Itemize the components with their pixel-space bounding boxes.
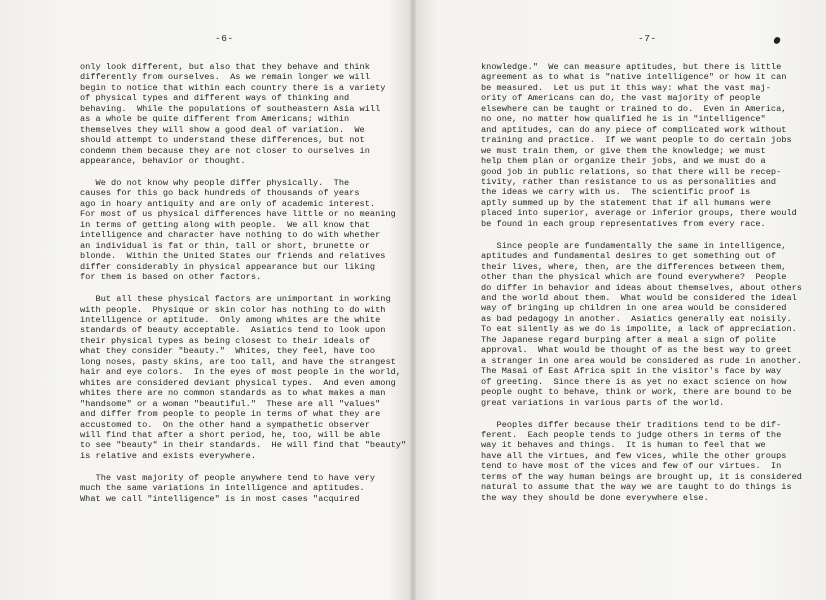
text-line: But all these physical factors are unimportant in working [80, 294, 391, 305]
text-line: elsewhere can be taught or trained to do. Even in America, [481, 103, 787, 114]
paragraph [80, 473, 420, 504]
text-line: in terms of getting along with people. We all know that [80, 219, 370, 230]
text-line: good job in public relations, so that there will be recep- [481, 166, 782, 177]
text-line: natural to assume that the way we are taught to do things is [481, 482, 792, 493]
text-line: way it behaves and things. It is human to feel that we [481, 440, 766, 451]
page-number-right: -7- [638, 33, 657, 44]
text-line: an individual is fat or thin, tall or short, brunette or [80, 240, 370, 251]
text-line: begin to notice that within each country there is a variety [80, 82, 386, 93]
text-line: help them plan or organize their jobs, and we must do a [481, 156, 766, 167]
text-line: is relative and exists everywhere. [80, 450, 257, 461]
paragraph [80, 178, 420, 283]
text-line: and the world about them. What would be considered the ideal [481, 293, 797, 304]
text-line: themselves they will show a good deal of variation. We [80, 124, 365, 135]
text-line: only look different, but also that they behave and think [80, 62, 370, 72]
text-line: placed into superior, average or inferior groups, there would [481, 208, 797, 219]
text-line: differ considerably in physical appearance but our liking [80, 261, 376, 272]
text-line: condemn them because they are not closer to ourselves in [80, 145, 370, 156]
text-line: people ought to behave, think or work, there are bound to be [481, 387, 792, 398]
text-line: approval. What would be thought of as the best way to greet [481, 345, 792, 356]
text-line: no one, no matter how qualified he is in "intelligence" [481, 114, 766, 125]
text-line: behaving. While the populations of southeastern Asia will [80, 103, 381, 114]
paragraph [481, 241, 821, 408]
text-line: The vast majority of people anywhere tend to have very [80, 472, 376, 483]
text-line: accustomed to. On the other hand a sympathetic observer [80, 419, 370, 430]
text-line: intelligence or aptitude. Only among whites are the white [80, 314, 381, 325]
text-line: of greeting. Since there is as yet no exact science on how [481, 376, 787, 387]
text-line: tivity, rather than resistance to us as personalities and [481, 176, 777, 187]
text-line: and differ from people to people in terms of what they are [80, 409, 381, 420]
text-line: great variations in various parts of the world. [481, 397, 725, 408]
text-line: their lives, where, then, are the differences between them, [481, 261, 787, 272]
text-line: training and practice. If we want people to do certain jobs [481, 135, 792, 146]
text-line: as a whole be quite different from Americans; within [80, 114, 350, 125]
text-line: with people. Physique or skin color has nothing to do with [80, 304, 386, 315]
text-line: whites there are no common standards as to what makes a man [80, 388, 386, 399]
text-line: For most of us physical differences have little or no meaning [80, 209, 396, 220]
text-line: knowledge." We can measure aptitudes, but there is little [481, 62, 782, 72]
text-line: "handsome" or a woman "beautiful." These are all "values" [80, 398, 381, 409]
text-line: standards of beauty acceptable. Asiatics tend to look upon [80, 325, 386, 336]
text-line: What we call "intelligence" is in most cases "acquired [80, 493, 360, 504]
text-line: We do not know why people differ physically. The [80, 178, 350, 189]
paragraph [481, 62, 821, 229]
text-line: a stranger in one area would be considered as rude in another. [481, 355, 802, 366]
text-line: ago in hoary antiquity and are only of academic interest. [80, 198, 376, 209]
text-line: way of bringing up children in one area would be considered [481, 303, 787, 314]
text-line: as bad pedagogy in another. Asiatics generally eat noisily. [481, 313, 792, 324]
text-line: Peoples differ because their traditions tend to be dif- [481, 419, 782, 430]
text-line: of physical types and different ways of thinking and [80, 93, 350, 104]
text-line: be found in each group representatives from every race. [481, 218, 766, 229]
text-line: appearance, behavior or thought. [80, 156, 246, 167]
page-number-left: -6- [215, 33, 234, 44]
text-line: differently from ourselves. As we remain longer we will [80, 72, 370, 83]
right-page-body [481, 62, 821, 515]
text-line: have all the virtues, and few vices, while the other groups [481, 450, 787, 461]
text-line: do differ in behavior and ideas about themselves, about others [481, 282, 802, 293]
text-line: intelligence and character have nothing to do with whether [80, 230, 381, 241]
text-line: for them is based on other factors. [80, 272, 262, 283]
text-line: be measured. Let us put it this way: what the vast maj- [481, 82, 771, 93]
text-line: The Japanese regard burping after a meal a sign of polite [481, 334, 777, 345]
text-line: Since people are fundamentally the same in intelligence, [481, 240, 787, 251]
text-line: other than the physical which are found everywhere? People [481, 272, 787, 283]
text-line: what they consider "beauty." Whites, they feel, have too [80, 346, 376, 357]
text-line: should attempt to understand these differences, but not [80, 135, 365, 146]
text-line: whites are considered deviant physical types. And even among [80, 377, 396, 388]
text-line: ority of Americans can do, the vast majority of people [481, 93, 761, 104]
paragraph [80, 62, 420, 167]
text-line: long noses, pasty skins, are too tall, and have the strangest [80, 356, 396, 367]
text-line: aptitudes and fundamental desires to get something out of [481, 251, 777, 262]
text-line: we must train them, or give them the knowledge; we must [481, 145, 766, 156]
paragraph [481, 420, 821, 504]
text-line: hair and eye colors. In the eyes of most people in the world, [80, 367, 401, 378]
text-line: much the same variations in intelligence and aptitudes. [80, 483, 365, 494]
text-line: blonde. Within the United States our friends and relatives [80, 251, 386, 262]
text-line: To eat silently as we do is impolite, a lack of appreciation. [481, 324, 797, 335]
text-line: will find that after a short period, he, too, will be able [80, 429, 381, 440]
text-line: their physical types as being closest to their ideals of [80, 335, 370, 346]
text-line: terms of the way human beings are brought up, it is considered [481, 471, 802, 482]
text-line: The Masai of East Africa spit in the visitor's face by way [481, 366, 782, 377]
text-line: tend to have most of the vices and few of our virtues. In [481, 461, 782, 472]
text-line: aptly summed up by the statement that if all humans were [481, 197, 771, 208]
right-page [416, 0, 826, 600]
text-line: ferent. Each people tends to judge others in terms of the [481, 429, 782, 440]
text-line: to see "beauty" in their standards. He will find that "beauty" [80, 440, 407, 451]
text-line: the ideas we carry with us. The scientific proof is [481, 187, 751, 198]
left-page [0, 0, 410, 600]
text-line: causes for this go back hundreds of thousands of years [80, 188, 360, 199]
text-line: and aptitudes, can do any piece of complicated work without [481, 124, 787, 135]
left-page-body [80, 62, 420, 516]
paragraph [80, 294, 420, 461]
text-line: agreement as to what is "native intelligence" or how it can [481, 72, 787, 83]
text-line: the way they should be done everywhere else. [481, 492, 709, 503]
